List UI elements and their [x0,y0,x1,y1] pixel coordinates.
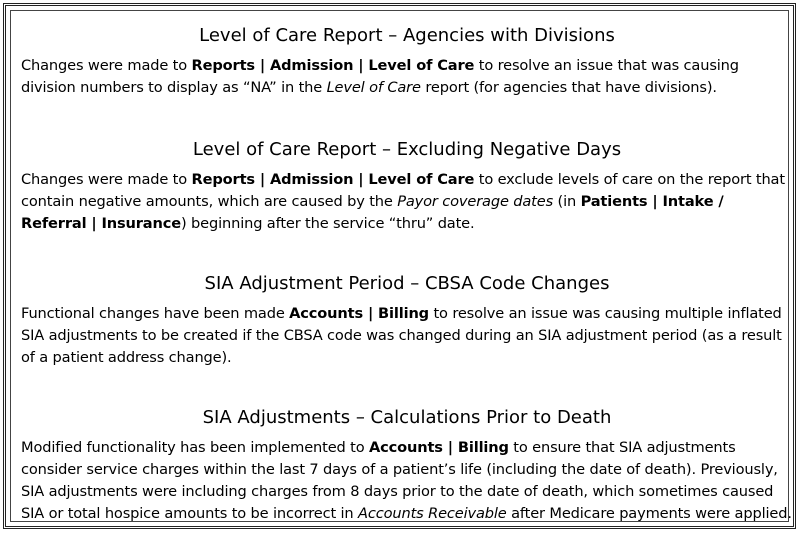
body-text: (in [553,193,581,210]
body-text: Changes were made to [21,171,192,188]
menu-path: Accounts | Billing [289,305,429,322]
body-text: report (for agencies that have divisions). [420,79,717,96]
menu-path: Accounts | Billing [368,439,509,456]
section-body [21,169,793,235]
document-frame [3,3,796,529]
section-body [21,55,793,99]
body-text: to exclude levels of care on the report that contain negative amounts, which are caused by the [21,171,785,210]
section-body [21,303,793,369]
menu-path: Reports | Admission | Level of Care [191,171,475,188]
body-text: to ensure that SIA adjustments consider service charges within the last 7 days of a patient’s life (including the date of death). Previously, SIA adjustments were including charges from 8 days prior to the date of death, which sometimes caused SIA or total hospice amounts to be incorrect in [21,439,778,522]
section-excluding-negative-days [21,138,793,235]
body-text: to resolve an issue was causing multiple inflated SIA adjustments to be created if the CBSA code was changed during an SIA adjustment period (as a result of a patient address change). [21,305,782,366]
section-title: Level of Care Report – Excluding Negative Days [192,139,622,160]
section-agencies-with-divisions [21,24,793,99]
field-name: Payor coverage dates [397,193,554,210]
section-title: SIA Adjustments – Calculations Prior to Death [202,407,612,428]
report-name: Level of Care [326,79,421,96]
section-title: SIA Adjustment Period – CBSA Code Changes [204,273,610,294]
section-body [21,437,793,525]
document-inner-border [10,10,792,522]
body-text: after Medicare payments were applied. [506,505,792,522]
menu-path: Reports | Admission | Level of Care [191,57,475,74]
section-cbsa-code-changes [21,272,793,369]
body-text: to resolve an issue that was causing division numbers to display as “NA” in the [21,57,739,96]
section-calculations-prior-to-death [21,406,793,525]
body-text: ) beginning after the service “thru” date. [181,215,475,232]
body-text: Functional changes have been made [21,305,290,322]
body-text: Changes were made to [21,57,192,74]
report-name: Accounts Receivable [358,505,507,522]
menu-path: Patients | Intake / Referral | Insurance [21,193,724,232]
section-title: Level of Care Report – Agencies with Divisions [199,25,615,46]
body-text: Modified functionality has been implemented to [21,439,369,456]
